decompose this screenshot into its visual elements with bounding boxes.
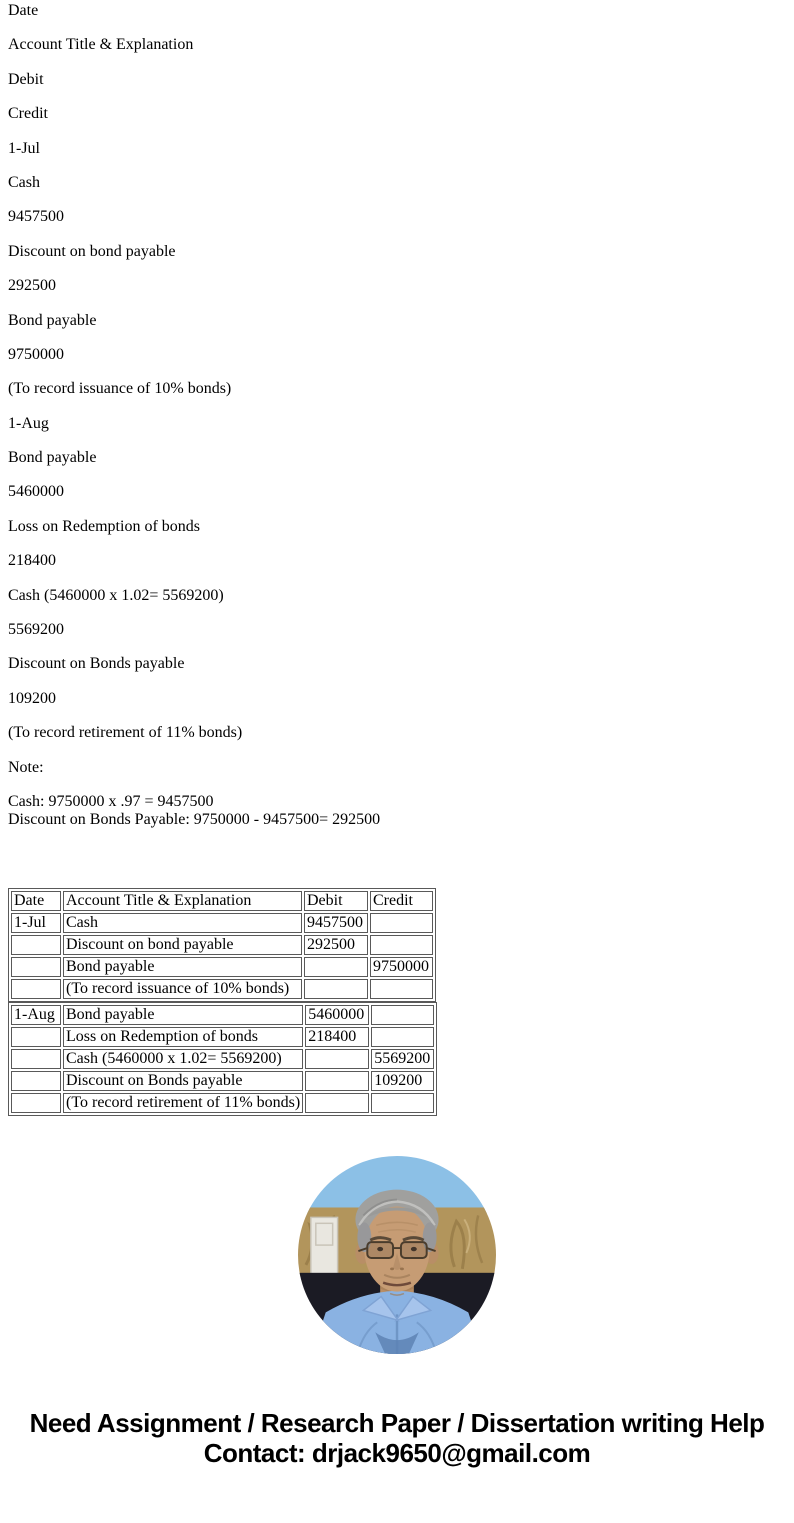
journal-entry-text <box>8 2 786 830</box>
cell-account: Discount on bond payable <box>63 935 302 955</box>
journal-line: Credit <box>8 105 48 123</box>
journal-line: (To record retirement of 11% bonds) <box>8 724 243 742</box>
journal-line: Debit <box>8 70 44 88</box>
cell-account: Cash <box>63 913 302 933</box>
journal-tables <box>8 888 786 1116</box>
cell-debit <box>305 1093 369 1113</box>
cell-credit: 5569200 <box>371 1049 434 1069</box>
cell-account: Cash (5460000 x 1.02= 5569200) <box>63 1049 303 1069</box>
journal-line: Loss on Redemption of bonds <box>8 517 200 535</box>
header-date: Date <box>11 891 61 911</box>
cell-date <box>11 957 61 977</box>
table-row <box>11 1005 434 1025</box>
cell-account: Discount on Bonds payable <box>63 1071 303 1091</box>
cell-account: (To record retirement of 11% bonds) <box>63 1093 303 1113</box>
cell-account: Loss on Redemption of bonds <box>63 1027 303 1047</box>
cell-credit <box>370 913 433 933</box>
table-row <box>11 1027 434 1047</box>
avatar-section <box>8 1156 786 1354</box>
journal-line: Cash <box>8 173 40 191</box>
cell-credit <box>370 979 433 999</box>
note-line-discount: Discount on Bonds Payable: 9750000 - 9457500= 292500 <box>8 811 381 829</box>
cell-date <box>11 979 61 999</box>
cell-date: 1-Jul <box>11 913 61 933</box>
footer-banner <box>16 1408 778 1469</box>
cell-debit: 5460000 <box>305 1005 369 1025</box>
cell-debit <box>304 979 368 999</box>
cell-credit <box>371 1027 434 1047</box>
note-line-cash: Cash: 9750000 x .97 = 9457500 <box>8 792 214 810</box>
table-row <box>11 1093 434 1113</box>
cell-date: 1-Aug <box>11 1005 61 1025</box>
journal-line: Bond payable <box>8 311 97 329</box>
journal-line: 5569200 <box>8 621 64 639</box>
cell-credit <box>370 935 433 955</box>
cell-date <box>11 1027 61 1047</box>
cell-account: (To record issuance of 10% bonds) <box>63 979 302 999</box>
journal-line: Discount on bond payable <box>8 242 176 260</box>
journal-line: Date <box>8 2 39 19</box>
journal-line: Discount on Bonds payable <box>8 655 185 673</box>
header-account: Account Title & Explanation <box>63 891 302 911</box>
cell-date <box>11 1071 61 1091</box>
header-debit: Debit <box>304 891 368 911</box>
journal-line: (To record issuance of 10% bonds) <box>8 380 232 398</box>
cell-account: Bond payable <box>63 1005 303 1025</box>
cell-debit: 9457500 <box>304 913 368 933</box>
journal-line: Note: <box>8 758 44 776</box>
cell-debit <box>305 1071 369 1091</box>
journal-line: Bond payable <box>8 449 97 467</box>
contact-email-text: Contact: drjack9650@gmail.com <box>203 1438 591 1469</box>
journal-line: Cash (5460000 x 1.02= 5569200) <box>8 586 224 604</box>
table-row <box>11 979 433 999</box>
cell-date <box>11 1093 61 1113</box>
cell-date <box>11 1049 61 1069</box>
journal-line: Account Title & Explanation <box>8 36 194 54</box>
cell-credit <box>371 1093 434 1113</box>
journal-table-july <box>8 888 436 1002</box>
table-row <box>11 913 433 933</box>
journal-line: 1-Jul <box>8 139 40 157</box>
header-credit: Credit <box>370 891 433 911</box>
journal-line: 109200 <box>8 689 56 707</box>
avatar <box>298 1156 496 1354</box>
cell-date <box>11 935 61 955</box>
cell-account: Bond payable <box>63 957 302 977</box>
cell-credit: 109200 <box>371 1071 434 1091</box>
note-paragraph <box>8 793 786 830</box>
cell-debit: 292500 <box>304 935 368 955</box>
profile-photo <box>298 1156 496 1354</box>
cell-debit: 218400 <box>305 1027 369 1047</box>
table-header-row <box>11 891 433 911</box>
journal-line: 292500 <box>8 277 56 295</box>
cell-credit: 9750000 <box>370 957 433 977</box>
table-row <box>11 957 433 977</box>
journal-line: 1-Aug <box>8 414 49 432</box>
help-text: Need Assignment / Research Paper / Dissertation writing Help <box>29 1407 765 1438</box>
journal-line: 5460000 <box>8 483 64 501</box>
journal-table-august <box>8 1002 437 1116</box>
cell-credit <box>371 1005 434 1025</box>
journal-line: 9457500 <box>8 208 64 226</box>
cell-debit <box>305 1049 369 1069</box>
table-row <box>11 935 433 955</box>
table-row <box>11 1049 434 1069</box>
table-row <box>11 1071 434 1091</box>
journal-line: 9750000 <box>8 345 64 363</box>
journal-line: 218400 <box>8 552 56 570</box>
cell-debit <box>304 957 368 977</box>
